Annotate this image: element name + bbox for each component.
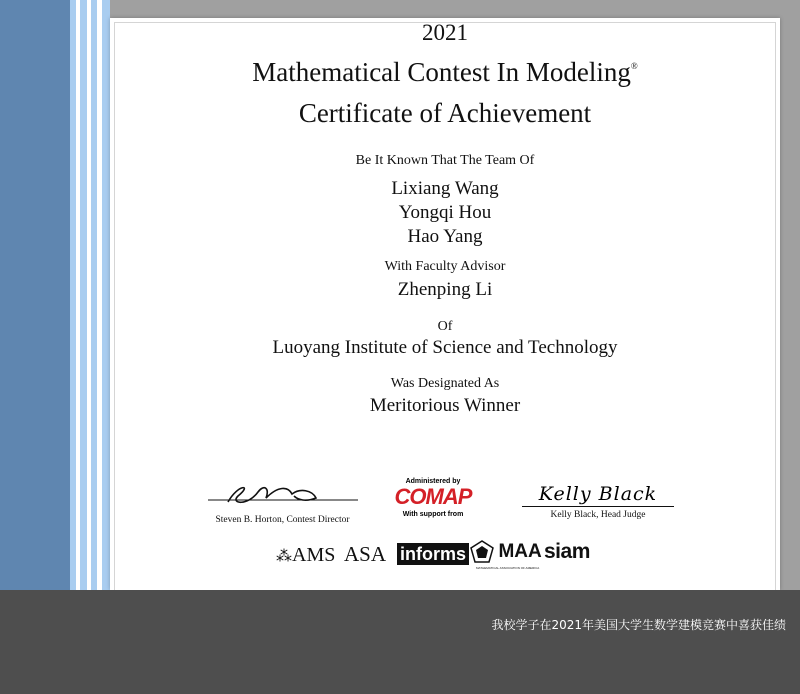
certificate — [110, 18, 780, 590]
decorative-stripe — [80, 0, 87, 590]
designated-label: Was Designated As — [390, 376, 500, 391]
faculty-advisor: Zhenping Li — [397, 279, 493, 300]
ams-mark-icon: ⁂ — [276, 548, 292, 565]
certificate-title — [110, 57, 780, 88]
judge-signature: Kelly Black — [538, 483, 658, 505]
administered-by-label: Administered by — [405, 478, 461, 485]
director-caption: Steven B. Horton, Contest Director — [215, 515, 350, 525]
decorative-stripe — [0, 0, 70, 590]
decorative-stripe — [102, 0, 110, 590]
caption-bar — [0, 590, 800, 694]
maa-subtitle: MATHEMATICAL ASSOCIATION OF AMERICA — [476, 566, 540, 570]
sponsor-logos — [110, 540, 780, 574]
asa-logo: ASA — [344, 542, 387, 566]
with-support-label: With support from — [402, 511, 464, 518]
director-signature-block — [205, 480, 360, 525]
institution-name: Luoyang Institute of Science and Technology — [272, 337, 618, 358]
certificate-subtitle: Certificate of Achievement — [298, 98, 592, 128]
registered-mark: ® — [630, 61, 638, 71]
maa-logo: MAA MATHEMATICAL ASSOCIATION OF AMERICA — [470, 540, 542, 564]
image-caption: 我校学子在2021年美国大学生数学建模竞赛中喜获佳绩 — [491, 618, 786, 632]
contest-name: Mathematical Contest In Modeling — [252, 57, 631, 87]
team-member: Hao Yang — [407, 226, 483, 247]
team-member: Yongqi Hou — [398, 202, 492, 223]
administrator-block — [383, 478, 483, 518]
ams-logo: ⁂AMS — [276, 544, 336, 566]
maa-emblem-icon — [470, 540, 494, 564]
team-member: Lixiang Wang — [391, 178, 499, 199]
award-level: Meritorious Winner — [369, 395, 521, 416]
director-signature — [208, 480, 358, 510]
of-label: Of — [437, 319, 453, 334]
team-intro: Be It Known That The Team Of — [355, 153, 535, 168]
signature-line — [522, 506, 674, 507]
certificate-year: 2021 — [422, 20, 468, 45]
siam-logo: siam — [544, 540, 590, 563]
comap-logo: COMAP — [394, 484, 472, 509]
informs-logo: informs — [397, 543, 469, 565]
judge-caption: Kelly Black, Head Judge — [550, 510, 646, 520]
advisor-intro: With Faculty Advisor — [384, 259, 506, 274]
judge-signature-block — [518, 484, 678, 520]
